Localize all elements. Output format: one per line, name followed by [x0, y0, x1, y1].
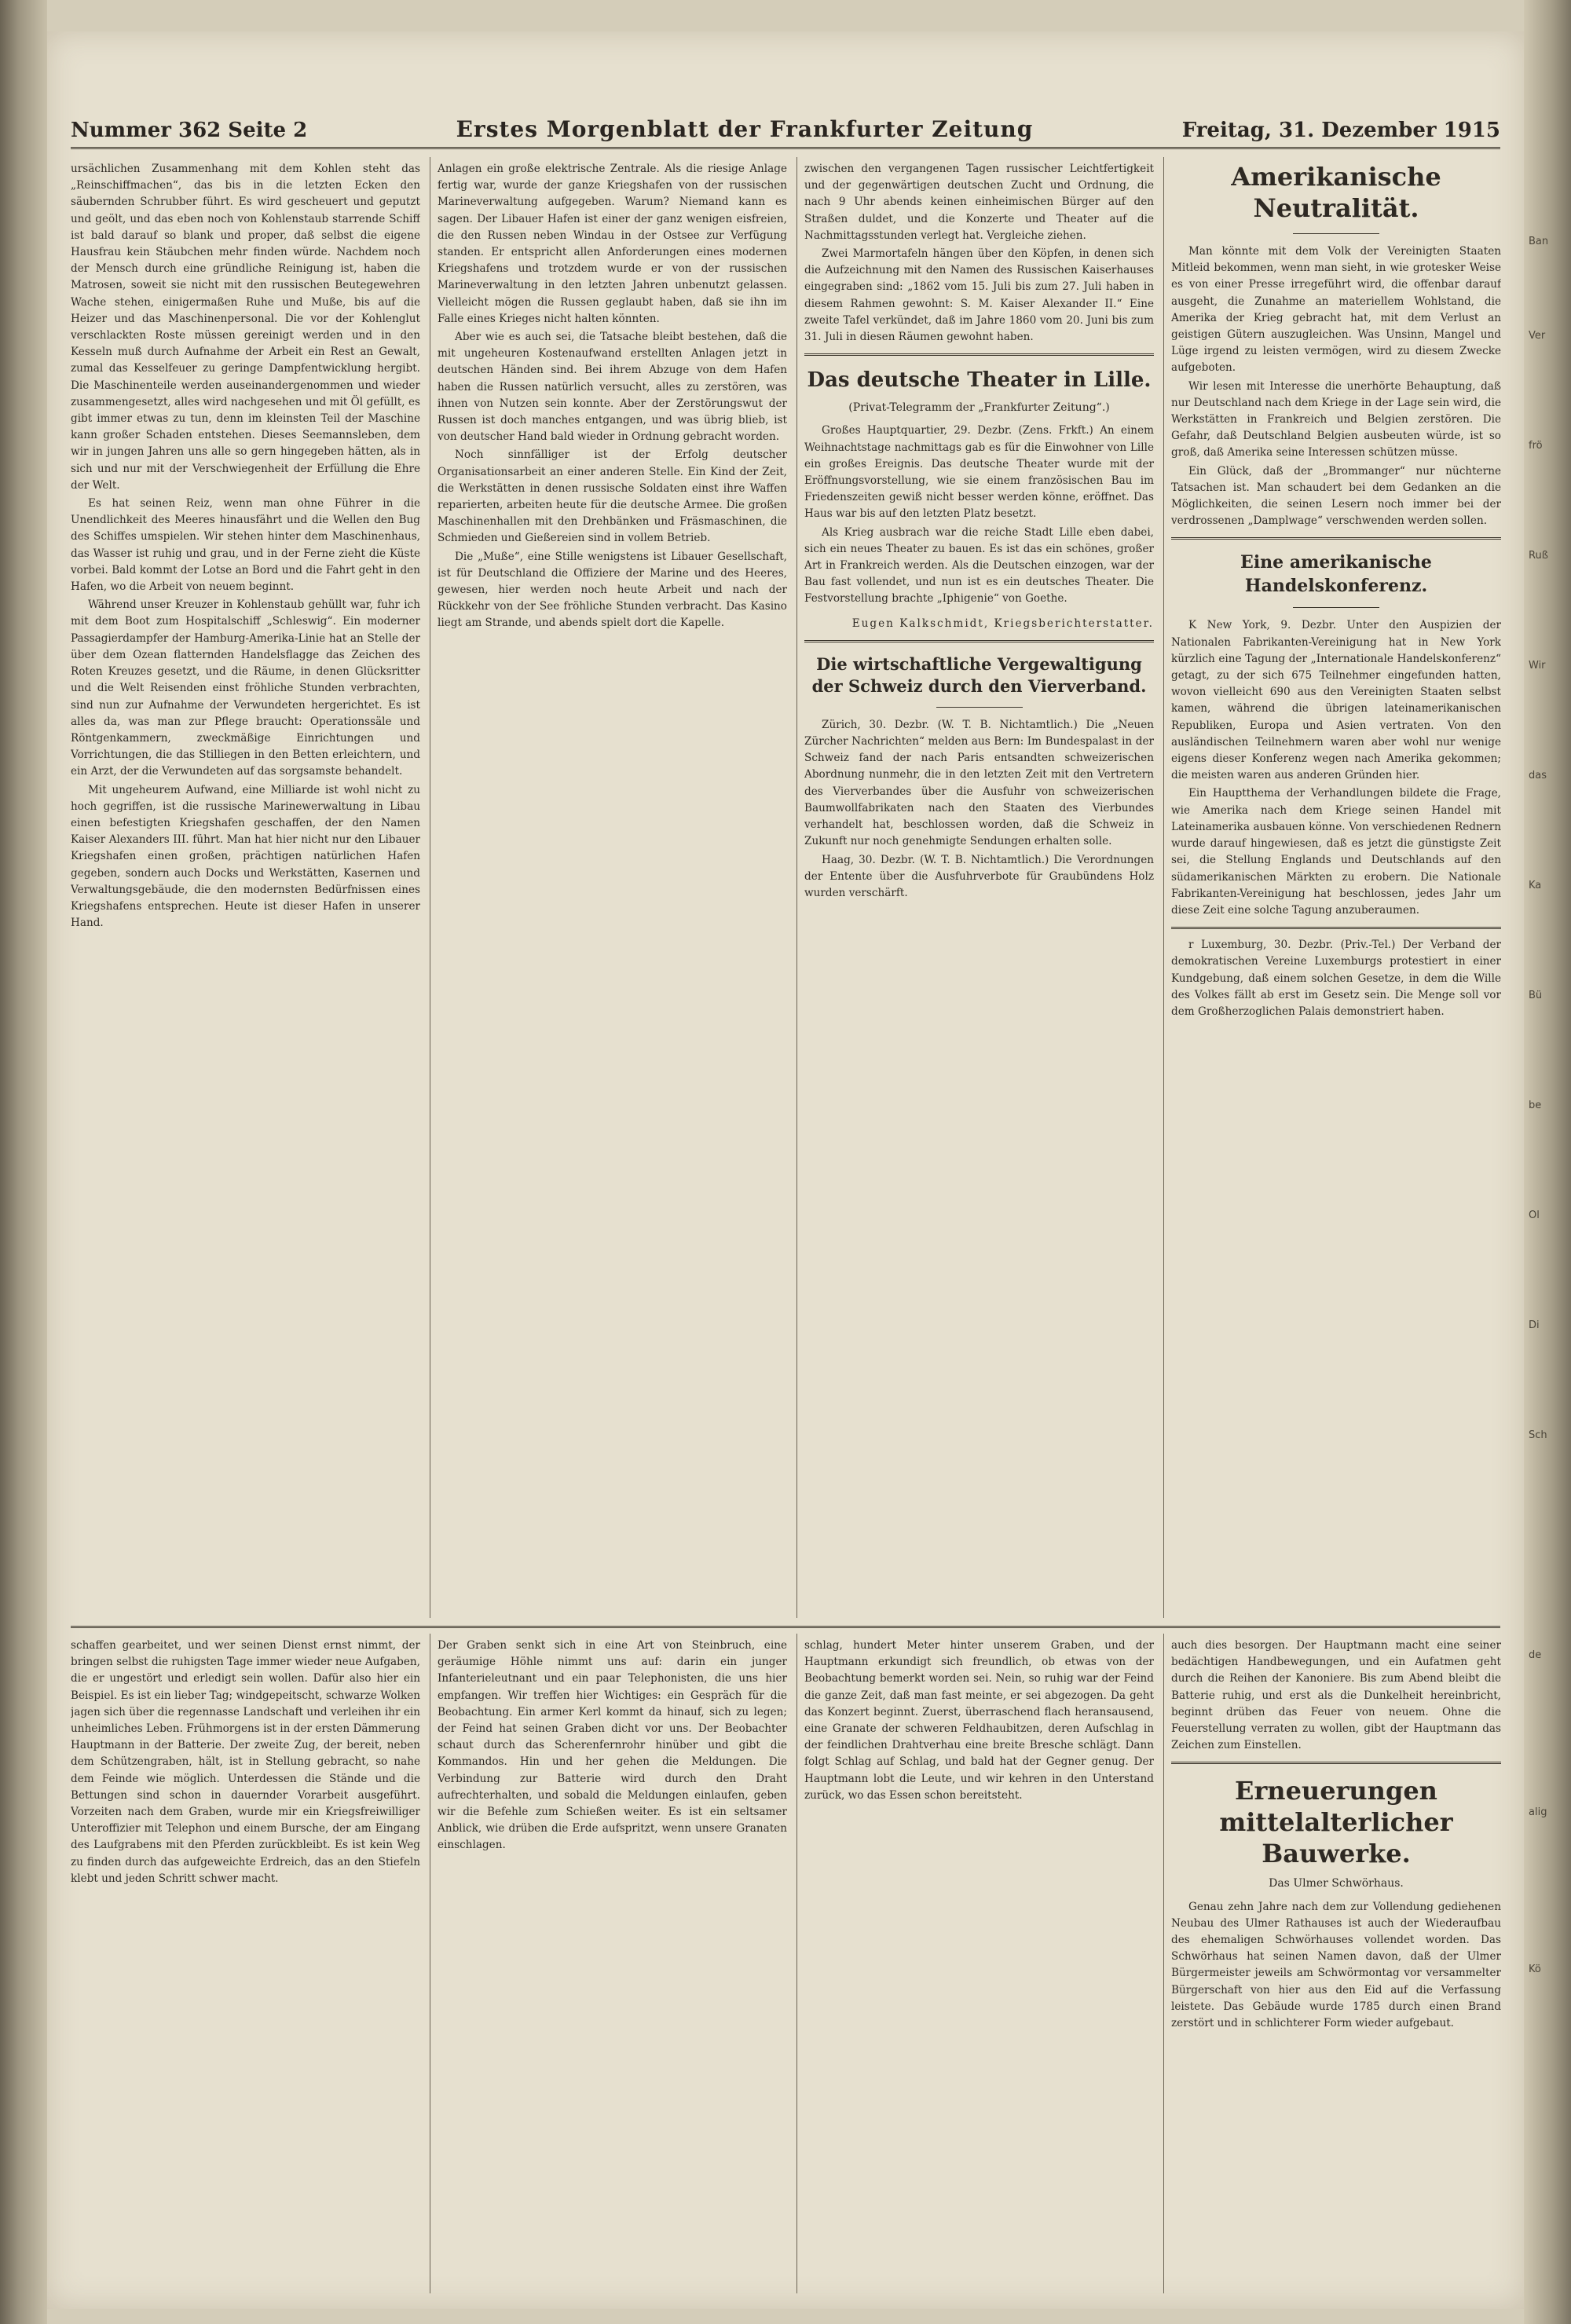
edge-word: de	[1529, 1649, 1542, 1661]
article-paragraph: Haag, 30. Dezbr. (W. T. B. Nichtamtlich.) Die Verordnungen der Entente über die Ausfuhrverbote für Graubündens Holz wurden verschärft.	[804, 853, 1154, 899]
article-paragraph: Es hat seinen Reiz, wenn man ohne Führer in die Unendlichkeit des Meeres hinausfährt und die Wellen den Bug des Schiffes umspielen. Wir stehen hinter dem Maschinenhaus, das Wasser ist ruhig und grau, und in der Ferne zieht die Küste vorbei. Bald kommt der Lotse an Bord und die Fahrt geht in den Hafen, wo die Arbeit von neuem beginnt.	[71, 497, 420, 594]
column-divider	[796, 157, 797, 1618]
edge-word: Ka	[1529, 880, 1542, 891]
headline-american-neutrality: Amerikanische Neutralität.	[1231, 162, 1441, 223]
article-paragraph: Als Krieg ausbrach war die reiche Stadt Lille eben dabei, sich ein neues Theater zu bauen. Es ist das ein schönes, großer Art in Frankreich werden. Als die Deutschen einzogen, war der Bau fast vollendet, und nun ist es ein deutsches Theater. Die Festvorstellung brachte „Iphigenie“ von Goethe.	[804, 525, 1154, 606]
newspaper-page	[47, 31, 1524, 2309]
edge-word: frö	[1529, 440, 1543, 452]
edge-word: das	[1529, 770, 1547, 781]
section-rule	[804, 353, 1154, 356]
column-divider	[796, 1634, 797, 2293]
headline-switzerland: Die wirtschaftliche Vergewaltigung der Schweiz durch den Vierverband.	[811, 653, 1147, 696]
article-paragraph: Anlagen ein große elektrische Zentrale. Als die riesige Anlage fertig war, wurde der ganze Kriegshafen von der russischen Marineverwaltung aufgegeben. Warum? Niemand kann es sagen. Der Libauer Hafen ist einer der ganz wenigen eisfreien, die den Russen neben Windau in der Ostsee zur Verfügung standen. Er entspricht allen Anforderungen eines modernen Kriegshafens und trotzdem wurde er von der russischen Marineverwaltung in den letzten Jahren unbenutzt gelassen. Vielleicht mögen die Russen geglaubt haben, daß sie ihn im Falle eines Krieges nicht halten könnten.	[438, 163, 787, 325]
lower-column-3	[804, 1638, 1154, 2289]
article-paragraph: Ein Glück, daß der „Brommanger“ nur nüchterne Tatsachen ist. Man schaudert bei dem Gedanken an die Möglichkeiten, die seinen Lesern noch immer bei der verdrossenen „Damplwage“ verschwenden werden sollen.	[1171, 464, 1501, 528]
dateline-note: (Privat-Telegramm der „Frankfurter Zeitung“.)	[848, 401, 1110, 415]
lower-column-1	[71, 1638, 420, 2289]
adjacent-page-edge	[1524, 0, 1571, 2324]
article-paragraph: Zwei Marmortafeln hängen über den Köpfen, in denen sich die Aufzeichnung mit den Namen des Russischen Kaiserhauses eingegraben sind: „1862 vom 15. Juli bis zum 27. Juli haben in diesem Rahmen gewohnt: S. M. Kaiser Alexander II.“ Eine zweite Tafel verkündet, daß im Jahre 1860 vom 20. Juni bis zum 31. Juli in diesen Räumen gewohnt haben.	[804, 247, 1154, 344]
author-byline: Eugen Kalkschmidt, Kriegsberichterstatter.	[851, 617, 1154, 630]
column-4	[1171, 161, 1501, 1614]
column-2	[438, 161, 787, 1614]
article-paragraph: Ein Hauptthema der Verhandlungen bildete die Frage, wie Amerika nach dem Kriege seinen Handel mit Lateinamerika ausbauen könne. Von verschiedenen Rednern wurde darauf hingewiesen, daß es jetzt die günstigste Zeit sei, die Stellung Englands und Deutschlands auf den südamerikanischen Märkten zu erobern. Die Nationale Fabrikanten-Vereinigung hat beschlossen, jedes Jahr um diese Zeit eine solche Tagung anzuberaumen.	[1171, 787, 1501, 917]
article-paragraph: Der Graben senkt sich in eine Art von Steinbruch, eine geräumige Höhle nimmt uns auf: darin ein junger Infanterieleutnant und ein paar Telephonisten, die uns hier empfangen. Wir treffen hier Wichtiges: ein Gespräch für die Beobachtung. Ein armer Kerl kommt da hinauf, sich zu legen; der Feind hat seinen Graben dicht vor uns. Der Beobachter schaut durch das Scherenfernrohr hinüber und gibt die Kommandos. Hin und her gehen die Meldungen. Die Verbindung zur Batterie wird durch den Draht aufrechterhalten, und sobald die Meldungen einlaufen, geben wir die Befehle zum Schießen weiter. Es ist ein seltsamer Anblick, wie drüben die Erde aufspritzt, wenn unsere Granaten einschlagen.	[438, 1639, 787, 1852]
short-rule	[1293, 607, 1379, 608]
edge-word: alig	[1529, 1806, 1547, 1818]
edge-word: Bü	[1529, 990, 1543, 1001]
issue-date: Freitag, 31. Dezember 1915	[1181, 119, 1500, 142]
article-paragraph: Genau zehn Jahre nach dem zur Vollendung gediehenen Neubau des Ulmer Rathauses ist auch der Wiederaufbau des ehemaligen Schwörhauses vollendet worden. Das Schwörhaus hat seinen Namen davon, daß der Ulmer Bürgermeister jeweils am Schwörmontag vor versammelter Bürgerschaft von hier aus den Eid auf die Verfassung leistete. Das Gebäude wurde 1785 durch einen Brand zerstört und in schlichterer Form wieder aufgebaut.	[1171, 1900, 1501, 2030]
section-rule	[804, 640, 1154, 642]
article-paragraph: schaffen gearbeitet, und wer seinen Dienst ernst nimmt, der bringen selbst die ruhigsten Tage immer wieder neue Aufgaben, die er ungestört und erledigt sein wollen. Dafür also hier ein Beispiel. Es ist ein lieber Tag; windgepeitscht, schwarze Wolken jagen sich über die regennasse Landschaft und verleihen ihr ein unheimliches Leben. Frühmorgens ist in der ersten Dämmerung Hauptmann in der Batterie. Der zweite Zug, der bereit, neben dem Schützengraben, hält, ist in Stellung gebracht, so nahe dem Feinde wie möglich. Unterdessen die Stände und die Bettungen sind schon in dauernder Vorarbeit ausgeführt. Vorzeiten nach dem Graben, wurde mir ein Kriegsfreiwilliger Unteroffizier mit Telephon und einem Bursche, der am Eingang des Laufgrabens mit den Pferden zurückbleibt. Es ist kein Weg zu finden durch das aufgeweichte Erdreich, das an den Stiefeln klebt und jeden Schritt schwer macht.	[71, 1639, 420, 1885]
lower-column-2	[438, 1638, 787, 2289]
column-divider	[1163, 1634, 1164, 2293]
article-paragraph: r Luxemburg, 30. Dezbr. (Priv.-Tel.) Der Verband der demokratischen Vereine Luxemburgs protestiert in einer Kundgebung, daß einem solchen Gesetze, in dem die Wille des Volkes fällt ab erst im Gesetz sein. Die Menge soll vor dem Großherzoglichen Palais demonstriert haben.	[1171, 939, 1501, 1018]
issue-number: Nummer 362 Seite 2	[71, 119, 308, 142]
edge-word: Di	[1529, 1319, 1540, 1331]
edge-word: Wir	[1529, 660, 1546, 672]
section-rule	[1171, 537, 1501, 540]
column-3	[804, 161, 1154, 1614]
edge-word: Sch	[1529, 1429, 1547, 1441]
article-subhead: Das Ulmer Schwörhaus.	[1269, 1877, 1404, 1890]
headline-theater-lille: Das deutsche Theater in Lille.	[807, 368, 1152, 393]
newspaper-name: Erstes Morgenblatt der Frankfurter Zeitung	[456, 116, 1034, 142]
edge-word: Kö	[1529, 1964, 1541, 1975]
short-rule	[936, 707, 1023, 708]
masthead	[71, 110, 1500, 149]
article-paragraph: Großes Hauptquartier, 29. Dezbr. (Zens. Frkft.) An einem Weihnachtstage nachmittags gab es für die Einwohner von Lille ein großes Ereignis. Das deutsche Theater wurde mit der Eröffnungsvorstellung, wie sie einem französischen Bau im Friedenszeiten gewiß nicht besser werden könne, eröffnet. Das Haus war bis auf den letzten Platz besetzt.	[804, 424, 1154, 521]
headline-trade-conference: Eine amerikanische Handelskonferenz.	[1240, 552, 1432, 597]
article-paragraph: Noch sinnfälliger ist der Erfolg deutscher Organisationsarbeit an einer anderen Stelle. Ein Kind der Zeit, die Werkstätten in denen russische Soldaten einst ihre Waffen reparierten, arbeiten heute für die deutsche Armee. Die großen Maschinenhallen mit den Drehbänken und Fräsmaschinen, die Schmieden und Gießereien sind in vollem Betrieb.	[438, 448, 787, 545]
article-paragraph: Man könnte mit dem Volk der Vereinigten Staaten Mitleid bekommen, wenn man sieht, in wie grotesker Weise es von einer Presse irregeführt wird, die offenbar darauf ausgeht, die Zunahme an materiellem Wohlstand, die Amerika der Krieg gebracht hat, mit dem Verlust an geistigen Gütern auszugleichen. Was Unsinn, Mangel und Lüge irgend zu leisten vermögen, wird zu diesem Zwecke aufgeboten.	[1171, 245, 1501, 375]
article-paragraph: Während unser Kreuzer in Kohlenstaub gehüllt war, fuhr ich mit dem Boot zum Hospitalschiff „Schleswig“. Ein moderner Passagierdampfer der Hamburg-Amerika-Linie hat an Stelle der über dem Ozean flatternden Handelsflagge das Zeichen des Roten Kreuzes gesetzt, und die Räume, in denen Glücksritter und die Welt Reisenden einst fröhliche Stunden verbrachten, sind nun zur Aufnahme der Verwundeten hergerichtet. Es ist alles da, was man zur Pflege braucht: Operationssäle und Röntgenkammern, zweckmäßige Einrichtungen und Vorrichtungen, die das Stilliegen in den Betten erleichtern, und ein Arzt, der die Verwundeten auf das sorgsamste behandelt.	[71, 598, 420, 778]
article-paragraph: Die „Muße“, eine Stille wenigstens ist Libauer Gesellschaft, ist für Deutschland die Offiziere der Marine und des Heeres, gewesen, hier werden noch heute Arbeit und nach der Rückkehr von der See fröhliche Stunden verbracht. Das Kasino liegt am Strande, und abends spielt dort die Kapelle.	[438, 550, 787, 630]
short-rule	[1293, 233, 1379, 234]
edge-word: Ol	[1529, 1210, 1540, 1221]
edge-word: be	[1529, 1100, 1542, 1111]
article-paragraph: zwischen den vergangenen Tagen russischer Leichtfertigkeit und der gegenwärtigen deutschen Zucht und Ordnung, die nach 9 Uhr abends keinen einheimischen Bürger auf den Straßen duldet, und die Konzerte und Theater auf die Nachmittagsstunden verlegt hat. Vergleiche ziehen.	[804, 163, 1154, 242]
book-binding	[0, 0, 47, 2324]
column-divider	[1163, 157, 1164, 1618]
edge-word: Ver	[1529, 330, 1546, 342]
lower-column-4	[1171, 1638, 1501, 2289]
article-paragraph: ursächlichen Zusammenhang mit dem Kohlen steht das „Reinschiffmachen“, das bis in die letzten Ecken den säubernden Schrubber führt. Es wird gescheuert und geputzt und geölt, und das eben noch von Kohlenstaub starrende Schiff ist bald darauf so blank und proper, daß selbst die eigene Hausfrau kein Stäubchen mehr finden würde. Nachdem noch der Mensch durch eine gründliche Reinigung ist, haben die Matrosen, soweit sie nicht mit den russischen Beutegewehren Wache stehen, einigermaßen Ruhe und Muße, bis auf die Heizer und das Maschinenpersonal. Die vor der Kohlenglut verschlackten Roste müssen gereinigt werden und in den Kesseln muß durch Aufnahme der Arbeit ein Rest an Gewalt, zumal das Kesselfeuer zu geringe Dampfentwicklung hergibt. Die Maschinenteile werden auseinandergenommen und wieder zusammengesetzt, alles wird nachgesehen und mit Öl gefüllt, es gibt immer etwas zu tun, denn im kleinsten Teil der Maschine kann großer Schaden entstehen. Dieses Seemannsleben, dem wir in jungen Jahren uns alle so gern hingegeben hätten, als in sich und nur mit der Verschwiegenheit der Erfüllung die Ehre der Welt.	[71, 163, 420, 492]
article-paragraph: K New York, 9. Dezbr. Unter den Auspizien der Nationalen Fabrikanten-Vereinigung hat in New York kürzlich eine Tagung der „Internationale Handelskonferenz“ getagt, zu der sich 675 Teilnehmer eingefunden hatten, wovon vielleicht 690 aus den Vereinigten Staaten selbst kamen, während die übrigen lateinamerikanischen Republiken, Europa und Asien vertraten. Von den ausländischen Teilnehmern waren aber wohl nur wenige eigens dieser Konferenz wegen nach Amerika gekommen; die meisten waren aus anderen Gründen hier.	[1171, 619, 1501, 782]
article-paragraph: Zürich, 30. Dezbr. (W. T. B. Nichtamtlich.) Die „Neuen Zürcher Nachrichten“ melden aus Bern: Im Bundespalast in der Schweiz fand der nach Paris entsandten schweizerischen Abordnung nunmehr, die in den letzten Zeit mit den Vertretern des Vierverbandes über die Ausfuhr von schweizerischen Baumwollfabrikaten nach den Staaten des Vierbundes verhandelt hat, beschlossen worden, daß die Schweiz in Zukunft nur noch genehmigte Sendungen erhalten solle.	[804, 718, 1154, 848]
article-paragraph: auch dies besorgen. Der Hauptmann macht eine seiner bedächtigen Handbewegungen, und ein Aufatmen geht durch die Reihen der Kanoniere. Bis zum Abend bleibt die Batterie ruhig, und erst als die Dunkelheit hereinbricht, beginnt drüben das Feuer von neuem. Ohne die Feuerstellung verraten zu wollen, gibt der Hauptmann das Zeichen zum Einstellen.	[1171, 1639, 1501, 1752]
feuilleton-divider	[71, 1626, 1500, 1628]
edge-word: Ban	[1529, 236, 1549, 247]
column-1	[71, 161, 420, 1614]
headline-medieval-buildings: Erneuerungen mittelalterlicher Bauwerke.	[1219, 1776, 1453, 1869]
article-paragraph: Wir lesen mit Interesse die unerhörte Behauptung, daß nur Deutschland nach dem Kriege in der Lage sein wird, die Werkstätten in Frankreich und Belgien zerstören. Die Gefahr, daß Deutschland Belgien ausbeuten würde, ist so groß, daß Amerika seine Interessen schützen müsse.	[1171, 379, 1501, 459]
article-paragraph: schlag, hundert Meter hinter unserem Graben, und der Hauptmann erkundigt sich freundlich, ob etwas von der Beobachtung bemerkt worden sei. Nein, so ruhig war der Feind die ganze Zeit, daß man fast meinte, er sei abgezogen. Da geht das Konzert beginnt. Zuerst, überraschend flach heransausend, eine Granate der schweren Feldhaubitzen, deren Aufschlag in der feindlichen Drahtverhau eine breite Bresche schlägt. Dann folgt Schlag auf Schlag, und bald hat der Gegner genug. Der Hauptmann lobt die Leute, und wir kehren in den Unterstand zurück, wo das Essen schon bereitsteht.	[804, 1639, 1154, 1802]
article-paragraph: Mit ungeheurem Aufwand, eine Milliarde ist wohl nicht zu hoch gegriffen, ist die russische Marinewerwaltung in Libau einen befestigten Kriegshafen geschaffen, der den Namen Kaiser Alexanders III. führt. Man hat hier nicht nur den Libauer Kriegshafen einen großen, prächtigen natürlichen Hafen gegeben, sondern auch Docks und Werkstätten, Kasernen und Verwaltungsgebäude, die den modernsten Bedürfnissen eines Kriegshafens entsprechen. Heute ist dieser Hafen in unserer Hand.	[71, 783, 420, 930]
section-rule	[1171, 1762, 1501, 1764]
edge-word: Ruß	[1529, 550, 1548, 562]
section-rule	[1171, 927, 1501, 929]
article-paragraph: Aber wie es auch sei, die Tatsache bleibt bestehen, daß die mit ungeheuren Kostenaufwand erstellten Anlagen jetzt in deutschen Händen sind. Bei ihrem Abzuge von dem Hafen haben die Russen natürlich versucht, alles zu zerstören, was ihnen von Nutzen sein konnte. Aber der Zerstörungswut der Russen ist doch manches entgangen, und was übrig blieb, ist von deutscher Hand bald wieder in Ordnung gebracht worden.	[438, 331, 787, 444]
